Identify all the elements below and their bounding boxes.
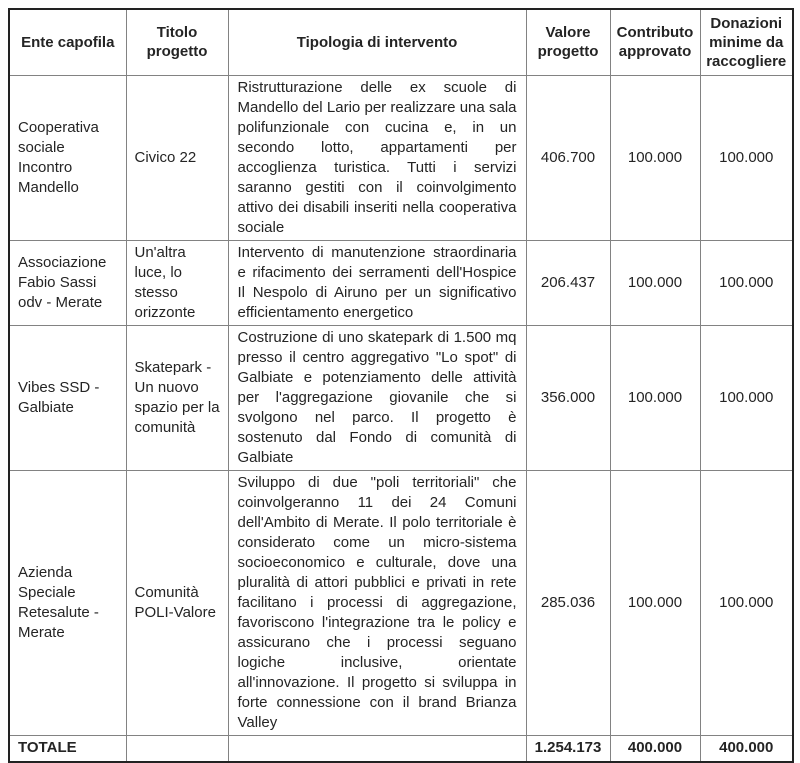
total-label: TOTALE <box>9 735 126 762</box>
cell-donazioni-minime: 100.000 <box>700 240 793 325</box>
table-row <box>9 240 793 325</box>
cell-ente-capofila: Azienda Speciale Retesalute - Merate <box>9 470 126 735</box>
cell-ente-capofila: Vibes SSD - Galbiate <box>9 325 126 470</box>
cell-contributo-approvato: 100.000 <box>610 75 700 240</box>
cell-titolo-progetto: Civico 22 <box>126 75 228 240</box>
cell-titolo-progetto: Un'altra luce, lo stesso orizzonte <box>126 240 228 325</box>
col-header-titolo-progetto: Titolo progetto <box>126 9 228 75</box>
total-valore-progetto: 1.254.173 <box>526 735 610 762</box>
total-empty-titolo <box>126 735 228 762</box>
total-donazioni-minime: 400.000 <box>700 735 793 762</box>
col-header-donazioni-minime: Donazioni minime da raccogliere <box>700 9 793 75</box>
cell-contributo-approvato: 100.000 <box>610 240 700 325</box>
cell-contributo-approvato: 100.000 <box>610 325 700 470</box>
cell-valore-progetto: 356.000 <box>526 325 610 470</box>
total-empty-tipologia <box>228 735 526 762</box>
cell-donazioni-minime: 100.000 <box>700 325 793 470</box>
cell-tipologia-intervento: Costruzione di uno skatepark di 1.500 mq presso il centro aggregativo "Lo spot" di Galbiate e potenziamento delle attività per l'aggregazione giovanile che si svolgono nel parco. Il progetto è sostenuto dal Fondo di comunità di Galbiate <box>228 325 526 470</box>
projects-funding-table <box>8 8 794 763</box>
col-header-ente-capofila: Ente capofila <box>9 9 126 75</box>
col-header-tipologia-intervento: Tipologia di intervento <box>228 9 526 75</box>
table-row <box>9 325 793 470</box>
total-row <box>9 735 793 762</box>
cell-ente-capofila: Associazione Fabio Sassi odv - Merate <box>9 240 126 325</box>
cell-valore-progetto: 285.036 <box>526 470 610 735</box>
cell-tipologia-intervento: Intervento di manutenzione straordinaria e rifacimento dei serramenti dell'Hospice Il Nespolo di Airuno per un significativo efficientamento energetico <box>228 240 526 325</box>
cell-ente-capofila: Cooperativa sociale Incontro Mandello <box>9 75 126 240</box>
header-row <box>9 9 793 75</box>
cell-contributo-approvato: 100.000 <box>610 470 700 735</box>
table-row <box>9 75 793 240</box>
cell-tipologia-intervento: Ristrutturazione delle ex scuole di Mandello del Lario per realizzare una sala polifunzionale con cucina e, in un secondo lotto, appartamenti per accoglienza turistica. Tutti i servizi saranno gestiti con il coinvolgimento attivo dei disabili inseriti nella cooperativa sociale <box>228 75 526 240</box>
table-row <box>9 470 793 735</box>
cell-titolo-progetto: Skatepark - Un nuovo spazio per la comunità <box>126 325 228 470</box>
cell-tipologia-intervento: Sviluppo di due "poli territoriali" che coinvolgeranno 11 dei 24 Comuni dell'Ambito di Merate. Il polo territoriale è considerato come un micro-sistema socioeconomico e culturale, dove una pluralità di attori pubblici e privati in rete facilitano i processi di aggregazione, favoriscono l'integrazione tra le policy e assicurano che i processi seguano logiche inclusive, orientate all'innovazione. Il progetto si sviluppa in forte connessione con il brand Brianza Valley <box>228 470 526 735</box>
total-contributo-approvato: 400.000 <box>610 735 700 762</box>
cell-valore-progetto: 406.700 <box>526 75 610 240</box>
col-header-contributo-approvato: Contributo approvato <box>610 9 700 75</box>
cell-donazioni-minime: 100.000 <box>700 75 793 240</box>
cell-titolo-progetto: Comunità POLI-Valore <box>126 470 228 735</box>
col-header-valore-progetto: Valore progetto <box>526 9 610 75</box>
cell-valore-progetto: 206.437 <box>526 240 610 325</box>
cell-donazioni-minime: 100.000 <box>700 470 793 735</box>
